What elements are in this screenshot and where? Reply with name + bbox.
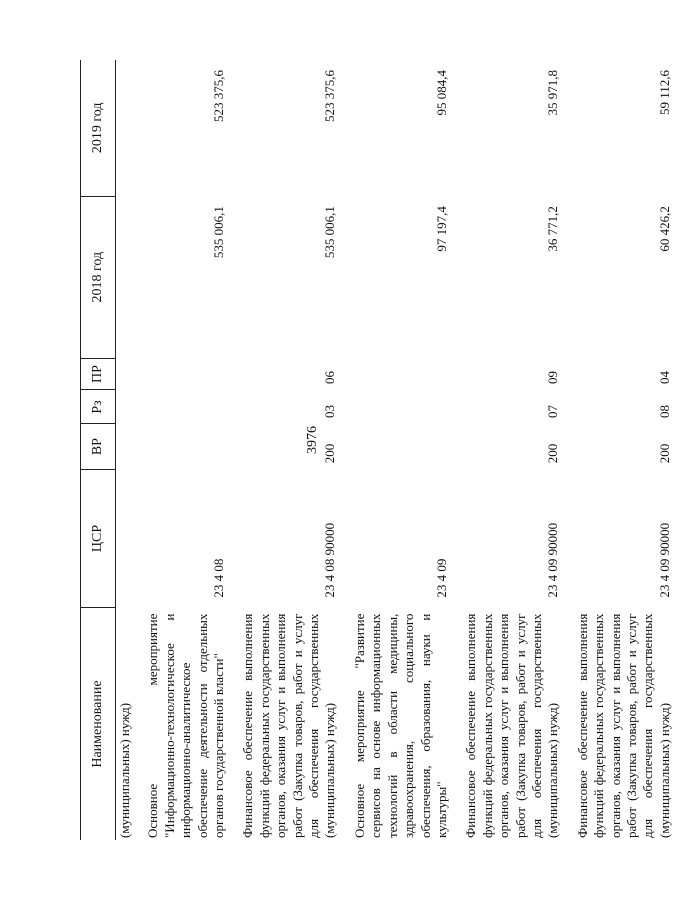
budget-table <box>80 60 676 840</box>
row-vr: 200 <box>656 443 672 464</box>
col-header-2019: 2019 год <box>81 60 116 196</box>
row-csr: 23 4 08 <box>211 558 227 598</box>
col-header-vr: ВР <box>81 424 116 469</box>
col-header-pr: ПР <box>81 358 116 390</box>
row-pr <box>143 358 230 390</box>
row-rz: 08 <box>656 404 672 418</box>
row-pr <box>342 358 453 390</box>
col-header-2018: 2018 год <box>81 196 116 358</box>
row-name: Финансовое обеспечение выполнения функций федеральных государственных органов, оказания услуг и выполнения работ (Закупка товаров, работ и услуг для обеспечения государственных (муниципальных) нужд) <box>240 613 338 838</box>
row-rz: 03 <box>322 404 338 418</box>
col-header-name: Наименование <box>81 608 116 840</box>
row-csr: 23 4 09 90000 <box>656 522 672 598</box>
row-csr: 23 4 09 <box>433 558 449 598</box>
row-amount-2019: 59 112,6 <box>656 70 672 116</box>
row-pr: 04 <box>656 370 672 384</box>
row-name: Основное мероприятие "Развитие сервисов на основе информационных технологий в области медицины, здравоохранения, социального обеспечения, образования, науки и культуры" <box>351 613 449 838</box>
col-header-rz: Рз <box>81 390 116 424</box>
page-number: 3976 <box>305 426 320 454</box>
row-name: Основное мероприятие "Информационно-технологическое и информационно-аналитическое обеспечение деятельности отдельных органов государственной власти" <box>145 613 227 838</box>
row-amount-2018: 535 006,1 <box>322 206 338 259</box>
table-row <box>143 60 230 840</box>
budget-table-sheet <box>80 60 672 840</box>
row-pr: 09 <box>545 370 561 384</box>
row-name: Финансовое обеспечение выполнения функций федеральных государственных органов, оказания услуг и выполнения работ (Закупка товаров, работ и услуг для обеспечения государственных (муниципальных) нужд) <box>463 613 561 838</box>
row-rz: 07 <box>545 404 561 418</box>
table-row-continuation <box>116 60 144 840</box>
row-pr: 06 <box>322 370 338 384</box>
row-name: Финансовое обеспечение выполнения функций федеральных государственных органов, оказания услуг и выполнения работ (Закупка товаров, работ и услуг для обеспечения государственных (муниципальных) нужд) <box>574 613 672 838</box>
row-csr: 23 4 09 90000 <box>545 522 561 598</box>
table-row <box>342 60 453 840</box>
row-amount-2019: 523 375,6 <box>322 70 338 122</box>
row-amount-2018: 97 197,4 <box>433 206 449 252</box>
row-amount-2019: 523 375,6 <box>211 70 227 122</box>
table-header-row <box>81 60 116 840</box>
row-amount-2019: 95 084,4 <box>433 70 449 116</box>
row-vr <box>143 424 230 469</box>
col-header-csr: ЦСР <box>81 469 116 607</box>
table-row <box>230 60 341 840</box>
table-row <box>565 60 676 840</box>
row-rz <box>143 390 230 424</box>
row-vr: 200 <box>545 443 561 464</box>
row-vr: 200 <box>322 443 338 464</box>
table-row <box>453 60 564 840</box>
row-rz <box>342 390 453 424</box>
row-csr: 23 4 08 90000 <box>322 522 338 598</box>
row-vr <box>342 424 453 469</box>
row-amount-2018: 36 771,2 <box>545 206 561 252</box>
continuation-text: (муниципальных) нужд) <box>117 702 132 838</box>
row-amount-2018: 60 426,2 <box>656 206 672 252</box>
row-amount-2019: 35 971,8 <box>545 70 561 116</box>
row-amount-2018: 535 006,1 <box>211 206 227 259</box>
